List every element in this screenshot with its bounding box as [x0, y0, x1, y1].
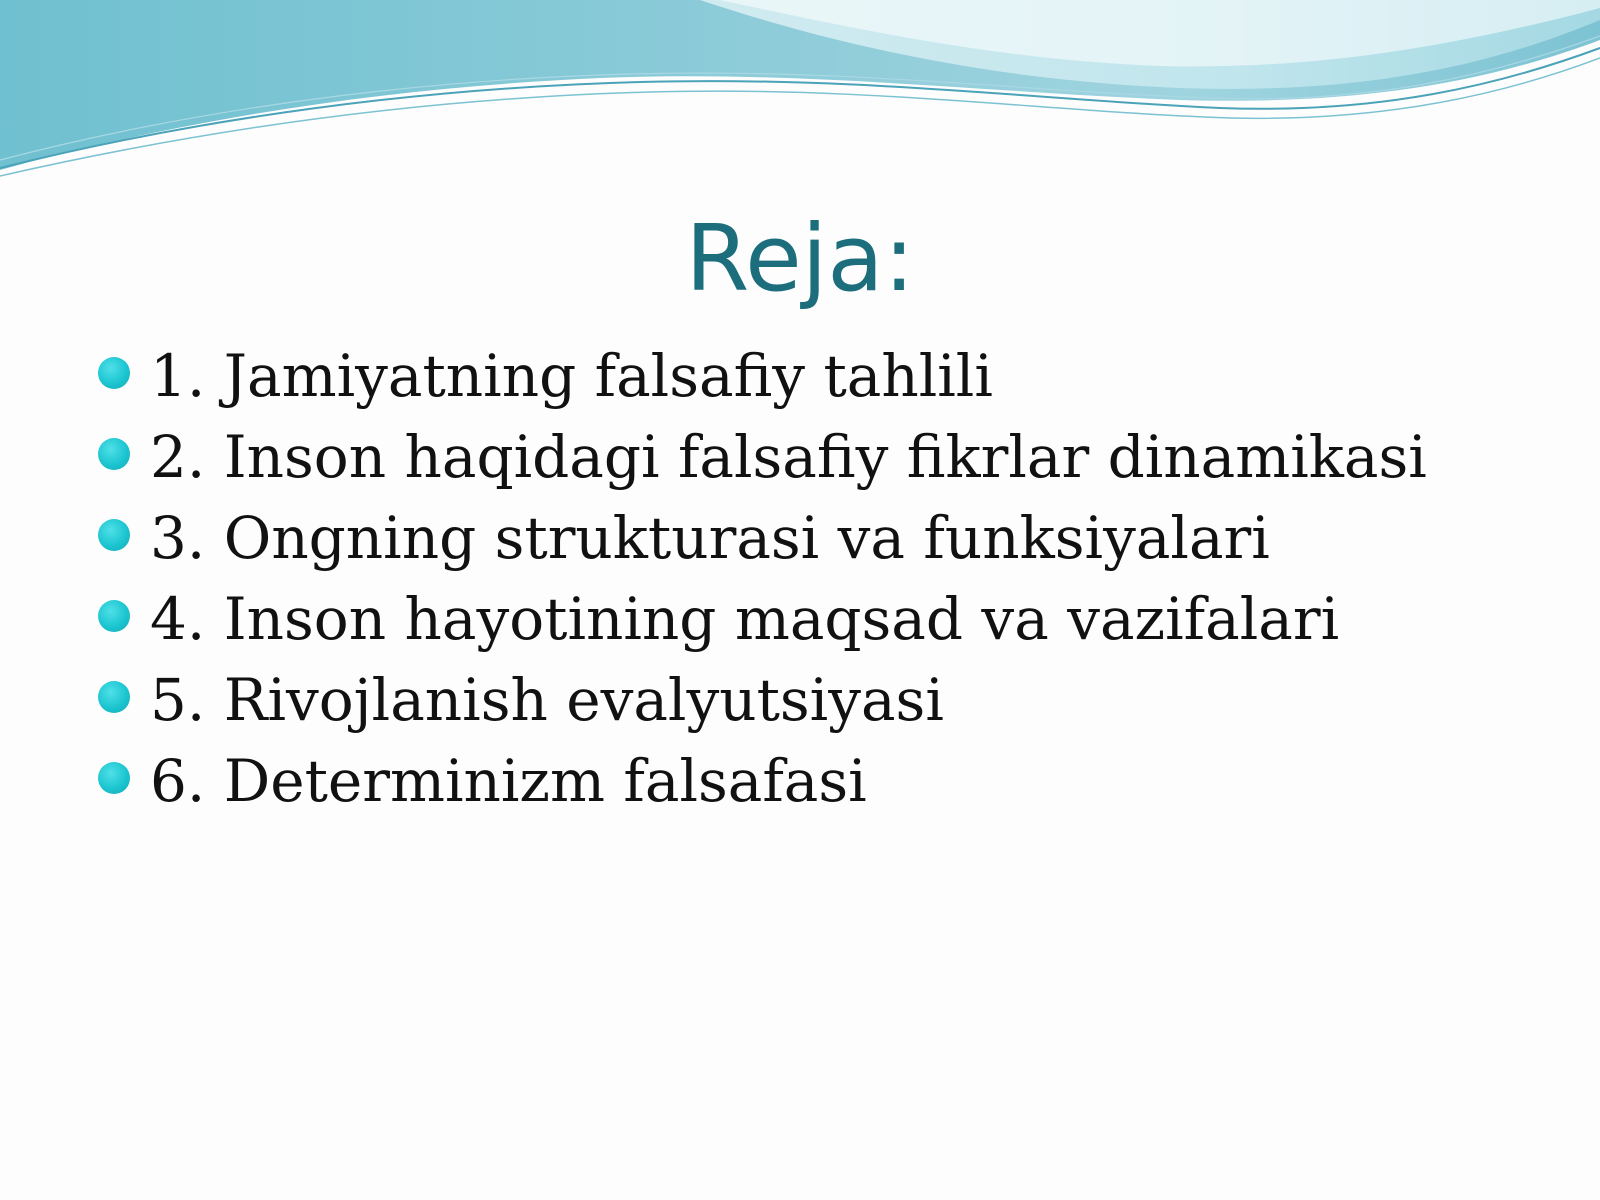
wave-header-decoration: [0, 0, 1600, 190]
bullet-dot-icon: [98, 438, 130, 470]
list-item: [98, 504, 1558, 588]
slide-title-text: Reja:: [685, 205, 915, 312]
list-item: [98, 423, 1558, 507]
list-item-text: 2. Inson haqidagi falsafiy fikrlar dinamikasi: [150, 423, 1427, 491]
bullet-dot-icon: [98, 681, 130, 713]
bullet-dot-icon: [98, 357, 130, 389]
list-item-text: 1. Jamiyatning falsafiy tahlili: [150, 342, 993, 410]
list-item-text: 6. Determinizm falsafasi: [150, 747, 867, 815]
list-item-text: 4. Inson hayotining maqsad va vazifalari: [150, 585, 1340, 653]
slide-title: [0, 205, 1600, 312]
agenda-list: [98, 342, 1558, 831]
bullet-dot-icon: [98, 519, 130, 551]
list-item: [98, 585, 1558, 669]
bullet-dot-icon: [98, 600, 130, 632]
list-item-text: 3. Ongning strukturasi va funksiyalari: [150, 504, 1270, 572]
list-item: [98, 747, 1558, 831]
list-item-text: 5. Rivojlanish evalyutsiyasi: [150, 666, 944, 734]
list-item: [98, 666, 1558, 750]
list-item: [98, 342, 1558, 426]
bullet-dot-icon: [98, 762, 130, 794]
